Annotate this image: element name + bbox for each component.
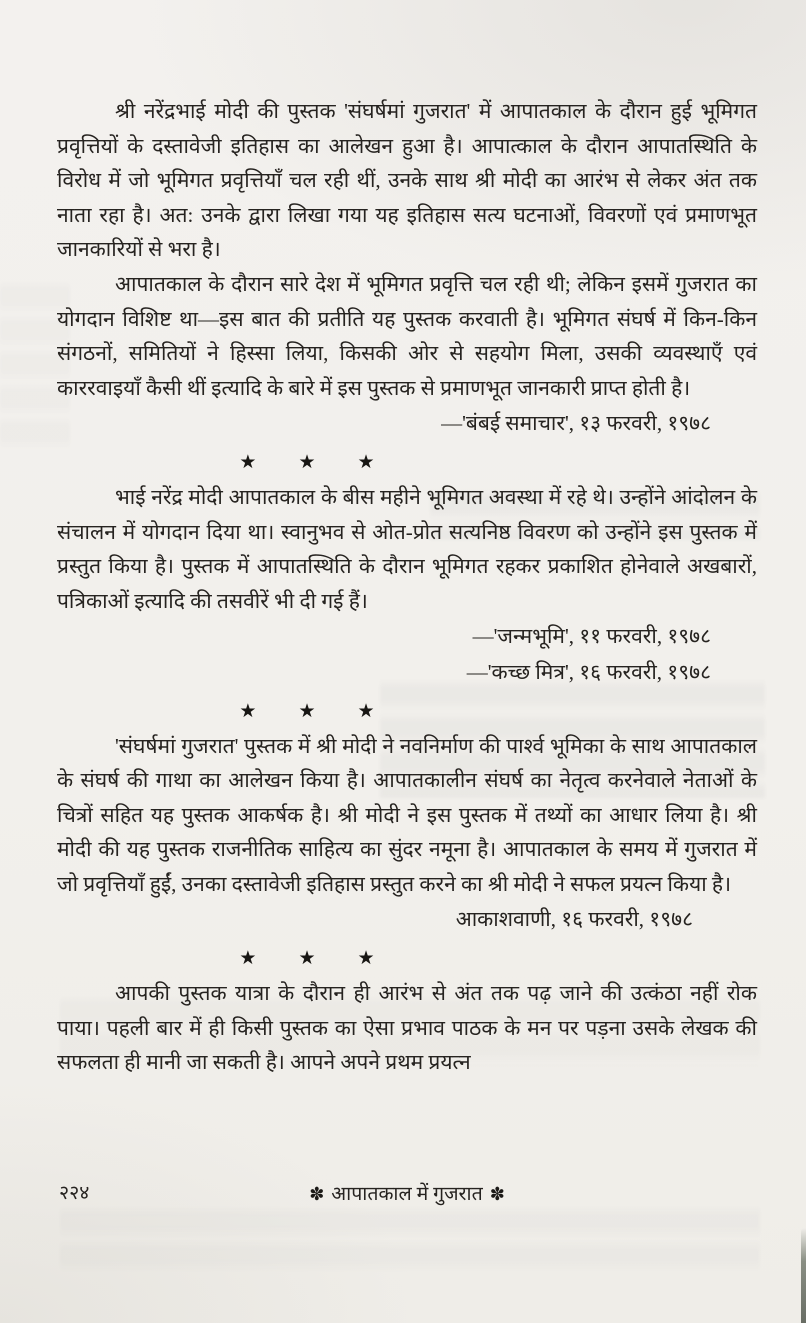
star-icon: ★ — [239, 948, 257, 970]
book-title: आपातकाल में गुजरात — [331, 1184, 483, 1205]
paragraph-review-1: श्री नरेंद्रभाई मोदी की पुस्तक 'संघर्षमां गुजरात' में आपातकाल के दौरान हुई भूमिगत प्रवृत्तियों के दस्तावेजी इतिहास का आलेखन हुआ है। आपात्काल के दौरान आपातस्थिति के विरोध में जो भूमिगत प्रवृत्तियाँ चल रही थीं, उनके साथ श्री मोदी का आरंभ से लेकर अंत तक नाता रहा है। अत: उनके द्वारा लिखा गया यह इतिहास सत्य घटनाओं, विवरणों एवं प्रमाणभूत जानकारियों से भरा है। — [57, 99, 757, 262]
star-separator — [0, 448, 657, 474]
star-icon: ★ — [357, 700, 375, 722]
star-separator — [0, 697, 657, 723]
paragraph-review-1b: आपातकाल के दौरान सारे देश में भूमिगत प्रवृत्ति चल रही थी; लेकिन इसमें गुजरात का योगदान विशिष्ट था—इस बात की प्रतीति यह पुस्तक करवाती है। भूमिगत संघर्ष में किन-किन संगठनों, समितियों ने हिस्सा लिया, किसकी ओर से सहयोग मिला, उसकी व्यवस्थाएँ एवं काररवाइयाँ कैसी थीं इत्यादि के बारे में इस पुस्तक से प्रमाणभूत जानकारी प्राप्त होती है। — [57, 271, 757, 400]
running-footer-title — [57, 1180, 757, 1209]
star-separator — [0, 944, 657, 970]
page-footer — [57, 1180, 757, 1209]
floral-asterisk-icon: ✽ — [309, 1184, 325, 1204]
text-column — [57, 94, 757, 1080]
attribution-akashvani: आकाशवाणी, १६ फरवरी, १९७८ — [455, 907, 693, 932]
attribution-janmabhumi: —'जन्मभूमि', ११ फरवरी, १९७८ — [472, 624, 711, 649]
star-icon: ★ — [239, 451, 257, 473]
star-icon: ★ — [298, 948, 316, 970]
star-icon: ★ — [357, 451, 375, 473]
star-icon: ★ — [298, 700, 316, 722]
floral-asterisk-icon: ✽ — [489, 1184, 505, 1204]
paragraph-review-4: आपकी पुस्तक यात्रा के दौरान ही आरंभ से अंत तक पढ़ जाने की उत्कंठा नहीं रोक पाया। पहली बार में ही किसी पुस्तक का ऐसा प्रभाव पाठक के मन पर पड़ना उसके लेखक की सफलता ही मानी जा सकती है। आपने अपने प्रथम प्रयत्न — [57, 981, 757, 1075]
page-number: २२४ — [59, 1183, 90, 1204]
attribution-kachchh-mitra: —'कच्छ मित्र', १६ फरवरी, १९७८ — [466, 659, 711, 684]
paragraph-review-2: भाई नरेंद्र मोदी आपातकाल के बीस महीने भूमिगत अवस्था में रहे थे। उन्होंने आंदोलन के संचालन में योगदान दिया था। स्वानुभव से ओत-प्रोत सत्यनिष्ठ विवरण को उन्होंने इस पुस्तक में प्रस्तुत किया है। पुस्तक में आपातस्थिति के दौरान भूमिगत रहकर प्रकाशित होनेवाले अखबारों, पत्रिकाओं इत्यादि की तसवीरें भी दी गई हैं। — [57, 484, 757, 613]
bleedthrough-artifact — [60, 1205, 760, 1275]
star-icon: ★ — [239, 700, 257, 722]
attribution-bambai-samachar: —'बंबई समाचार', १३ फरवरी, १९७८ — [441, 411, 711, 436]
paragraph-review-3: 'संघर्षमां गुजरात' पुस्तक में श्री मोदी ने नवनिर्माण की पार्श्व भूमिका के साथ आपातकाल के संघर्ष की गाथा का आलेखन किया है। आपातकालीन संघर्ष का नेतृत्व करनेवाले नेताओं के चित्रों सहित यह पुस्तक आकर्षक है। श्री मोदी ने इस पुस्तक में तथ्यों का आधार लिया है। श्री मोदी की यह पुस्तक राजनीतिक साहित्य का सुंदर नमूना है। आपातकाल के समय में गुजरात में जो प्रवृत्तियाँ हुईं, उनका दस्तावेजी इतिहास प्रस्तुत करने का श्री मोदी ने सफल प्रयत्न किया है। — [57, 733, 757, 896]
star-icon: ★ — [298, 451, 316, 473]
star-icon: ★ — [357, 948, 375, 970]
scan-edge-shadow — [801, 1228, 806, 1323]
